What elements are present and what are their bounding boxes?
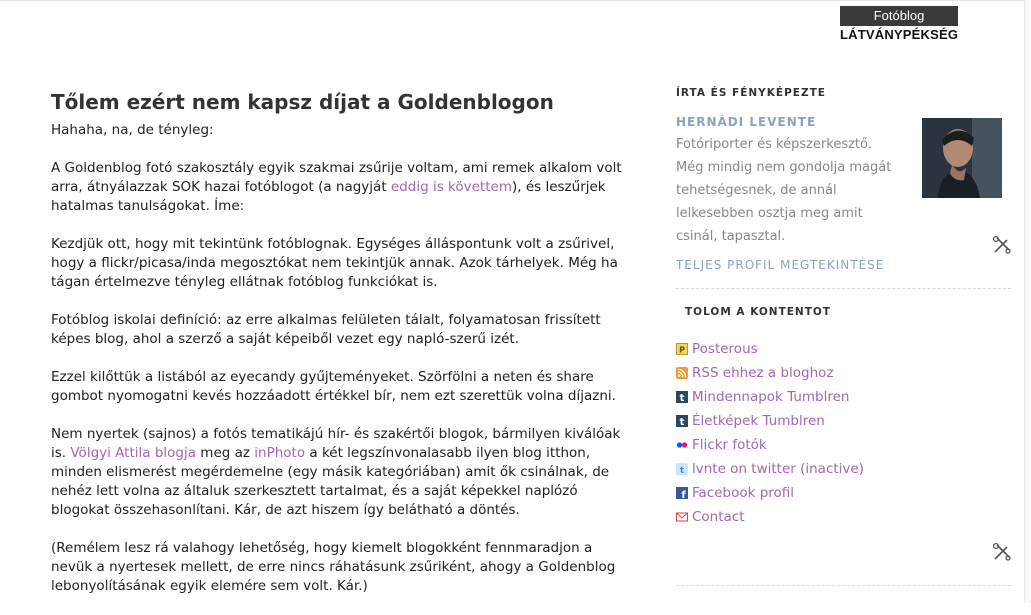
site-logo[interactable] (840, 6, 958, 42)
avatar-photo (922, 118, 1002, 198)
link-label: Posterous (692, 341, 758, 357)
social-link-twitter[interactable] (676, 457, 864, 481)
quick-edit-icon[interactable] (992, 542, 1012, 562)
link-label: Mindennapok Tumblren (692, 389, 850, 405)
inphoto-link[interactable]: inPhoto (254, 445, 306, 461)
post-paragraph (51, 425, 636, 520)
post-paragraph: Fotóblog iskolai definíció: az erre alkalmas felületen tálalt, folyamatosan frissített képes blog, ahol a szerző a saját képeiből vezet egy napló-szerű izét. (51, 312, 601, 347)
social-link-posterous[interactable] (676, 337, 864, 361)
text-span: A Goldenblog fotó szakosztály egyik szakmai zsűrije voltam, ami remek alkalom volt arra, átnyálazzak SOK hazai fotóblogot (a nagyját (51, 160, 622, 195)
text-span: meg az (196, 445, 255, 461)
link-label: Életképek Tumblren (692, 413, 825, 429)
post-paragraph: Hahaha, na, de tényleg: (51, 122, 214, 138)
twitter-icon (676, 463, 688, 475)
scrollbar[interactable] (1024, 0, 1031, 603)
social-links-list (676, 337, 864, 529)
svg-text:t: t (679, 393, 685, 403)
bio-line: Fotóriporter és képszerkesztő. (676, 137, 873, 152)
sidebar-divider (676, 288, 1011, 289)
post-paragraph: (Remélem lesz rá valahogy lehetőség, hogy kiemelt blogokként fennmaradjon a nevük a nyertesek mellett, de erre nincs ráhatásunk zsűriként, ahogy a Goldenblog lebonyolításának egyik elemére sem volt. Kár.) (51, 540, 616, 594)
blog-post (51, 90, 636, 615)
rss-icon (676, 367, 688, 379)
tumblr-icon (676, 391, 688, 403)
author-heading: ÍRTA ÉS FÉNYKÉPEZTE (676, 87, 826, 99)
link-label: Contact (692, 509, 745, 525)
bio-line: Még mindig nem gondolja magát tehetségesnek, de annál lelkesebben osztja meg amit csinál, tapasztal. (676, 160, 892, 244)
text-span: a két legszínvonalasabb ilyen blog itthon, minden elismerést megérdemelne (egy másik kategóriában) amit ők csinálnak, de nehéz lett volna az általuk szerkesztett tartalmat, és a saját képekkel naplózó blogokat összehasonlítani. Kár, de azt hiszem így belátható a döntés. (51, 445, 610, 518)
flickr-icon (676, 439, 688, 451)
facebook-icon (676, 487, 688, 499)
link-label: Flickr fotók (692, 437, 767, 453)
posterous-icon (676, 343, 688, 355)
social-link-rss[interactable] (676, 361, 864, 385)
post-paragraph (51, 159, 636, 216)
tumblr-icon (676, 415, 688, 427)
avatar[interactable] (922, 118, 1002, 198)
volgyi-attila-link[interactable]: Völgyi Attila blogja (70, 445, 196, 461)
mail-icon (676, 511, 688, 523)
quick-edit-icon[interactable] (992, 235, 1012, 255)
followed-link[interactable]: eddig is követtem (390, 179, 512, 195)
text-span: ), és leszűrjek hatalmas tanulságokat. Íme: (51, 179, 606, 214)
svg-text:t: t (679, 417, 685, 427)
link-label: lvnte on twitter (inactive) (692, 461, 864, 477)
social-link-contact[interactable] (676, 505, 864, 529)
text-span: Nem nyertek (sajnos) a fotós tematikájú hír- és szakértői blogok, bármilyen kiválóak is. (51, 426, 621, 461)
post-paragraph: Ezzel kilőttük a listából az eyecandy gyűjteményeket. Szörfölni a neten és share gombot nyomogatni kevés hozzáadott értékkel bír, nem ezt szerettük volna díjazni. (51, 369, 616, 404)
link-label: Facebook profil (692, 485, 795, 501)
author-name-link[interactable]: HERNÁDI LEVENTE (676, 115, 817, 129)
social-link-facebook[interactable] (676, 481, 864, 505)
social-link-tumblr-2[interactable] (676, 409, 864, 433)
social-link-flickr[interactable] (676, 433, 864, 457)
logo-line-1: Fotóblog (840, 6, 958, 26)
social-link-tumblr-1[interactable] (676, 385, 864, 409)
sidebar-divider (676, 585, 1011, 586)
post-title[interactable]: Tőlem ezért nem kapsz díjat a Goldenblogon (51, 90, 554, 114)
follow-heading: TOLOM A KONTENTOT (685, 306, 831, 318)
sidebar (676, 82, 1011, 525)
post-paragraph: Kezdjük ott, hogy mit tekintünk fotóblognak. Egységes álláspontunk volt a zsűrivel, hogy a flickr/picasa/inda megosztókat nem tekintjük annak. Azok tárhelyek. Még ha tágan értelmezve tényleg ellátnak fotóblog funkciókat is. (51, 236, 618, 290)
link-label: RSS ehhez a bloghoz (692, 365, 834, 381)
svg-text:P: P (679, 345, 685, 355)
full-profile-link[interactable]: TELJES PROFIL MEGTEKINTÉSE (676, 258, 885, 272)
svg-text:t: t (679, 465, 685, 475)
logo-line-2: LÁTVÁNYPÉKSÉG (840, 27, 959, 42)
svg-text:f: f (681, 490, 686, 499)
author-bio (676, 133, 906, 248)
